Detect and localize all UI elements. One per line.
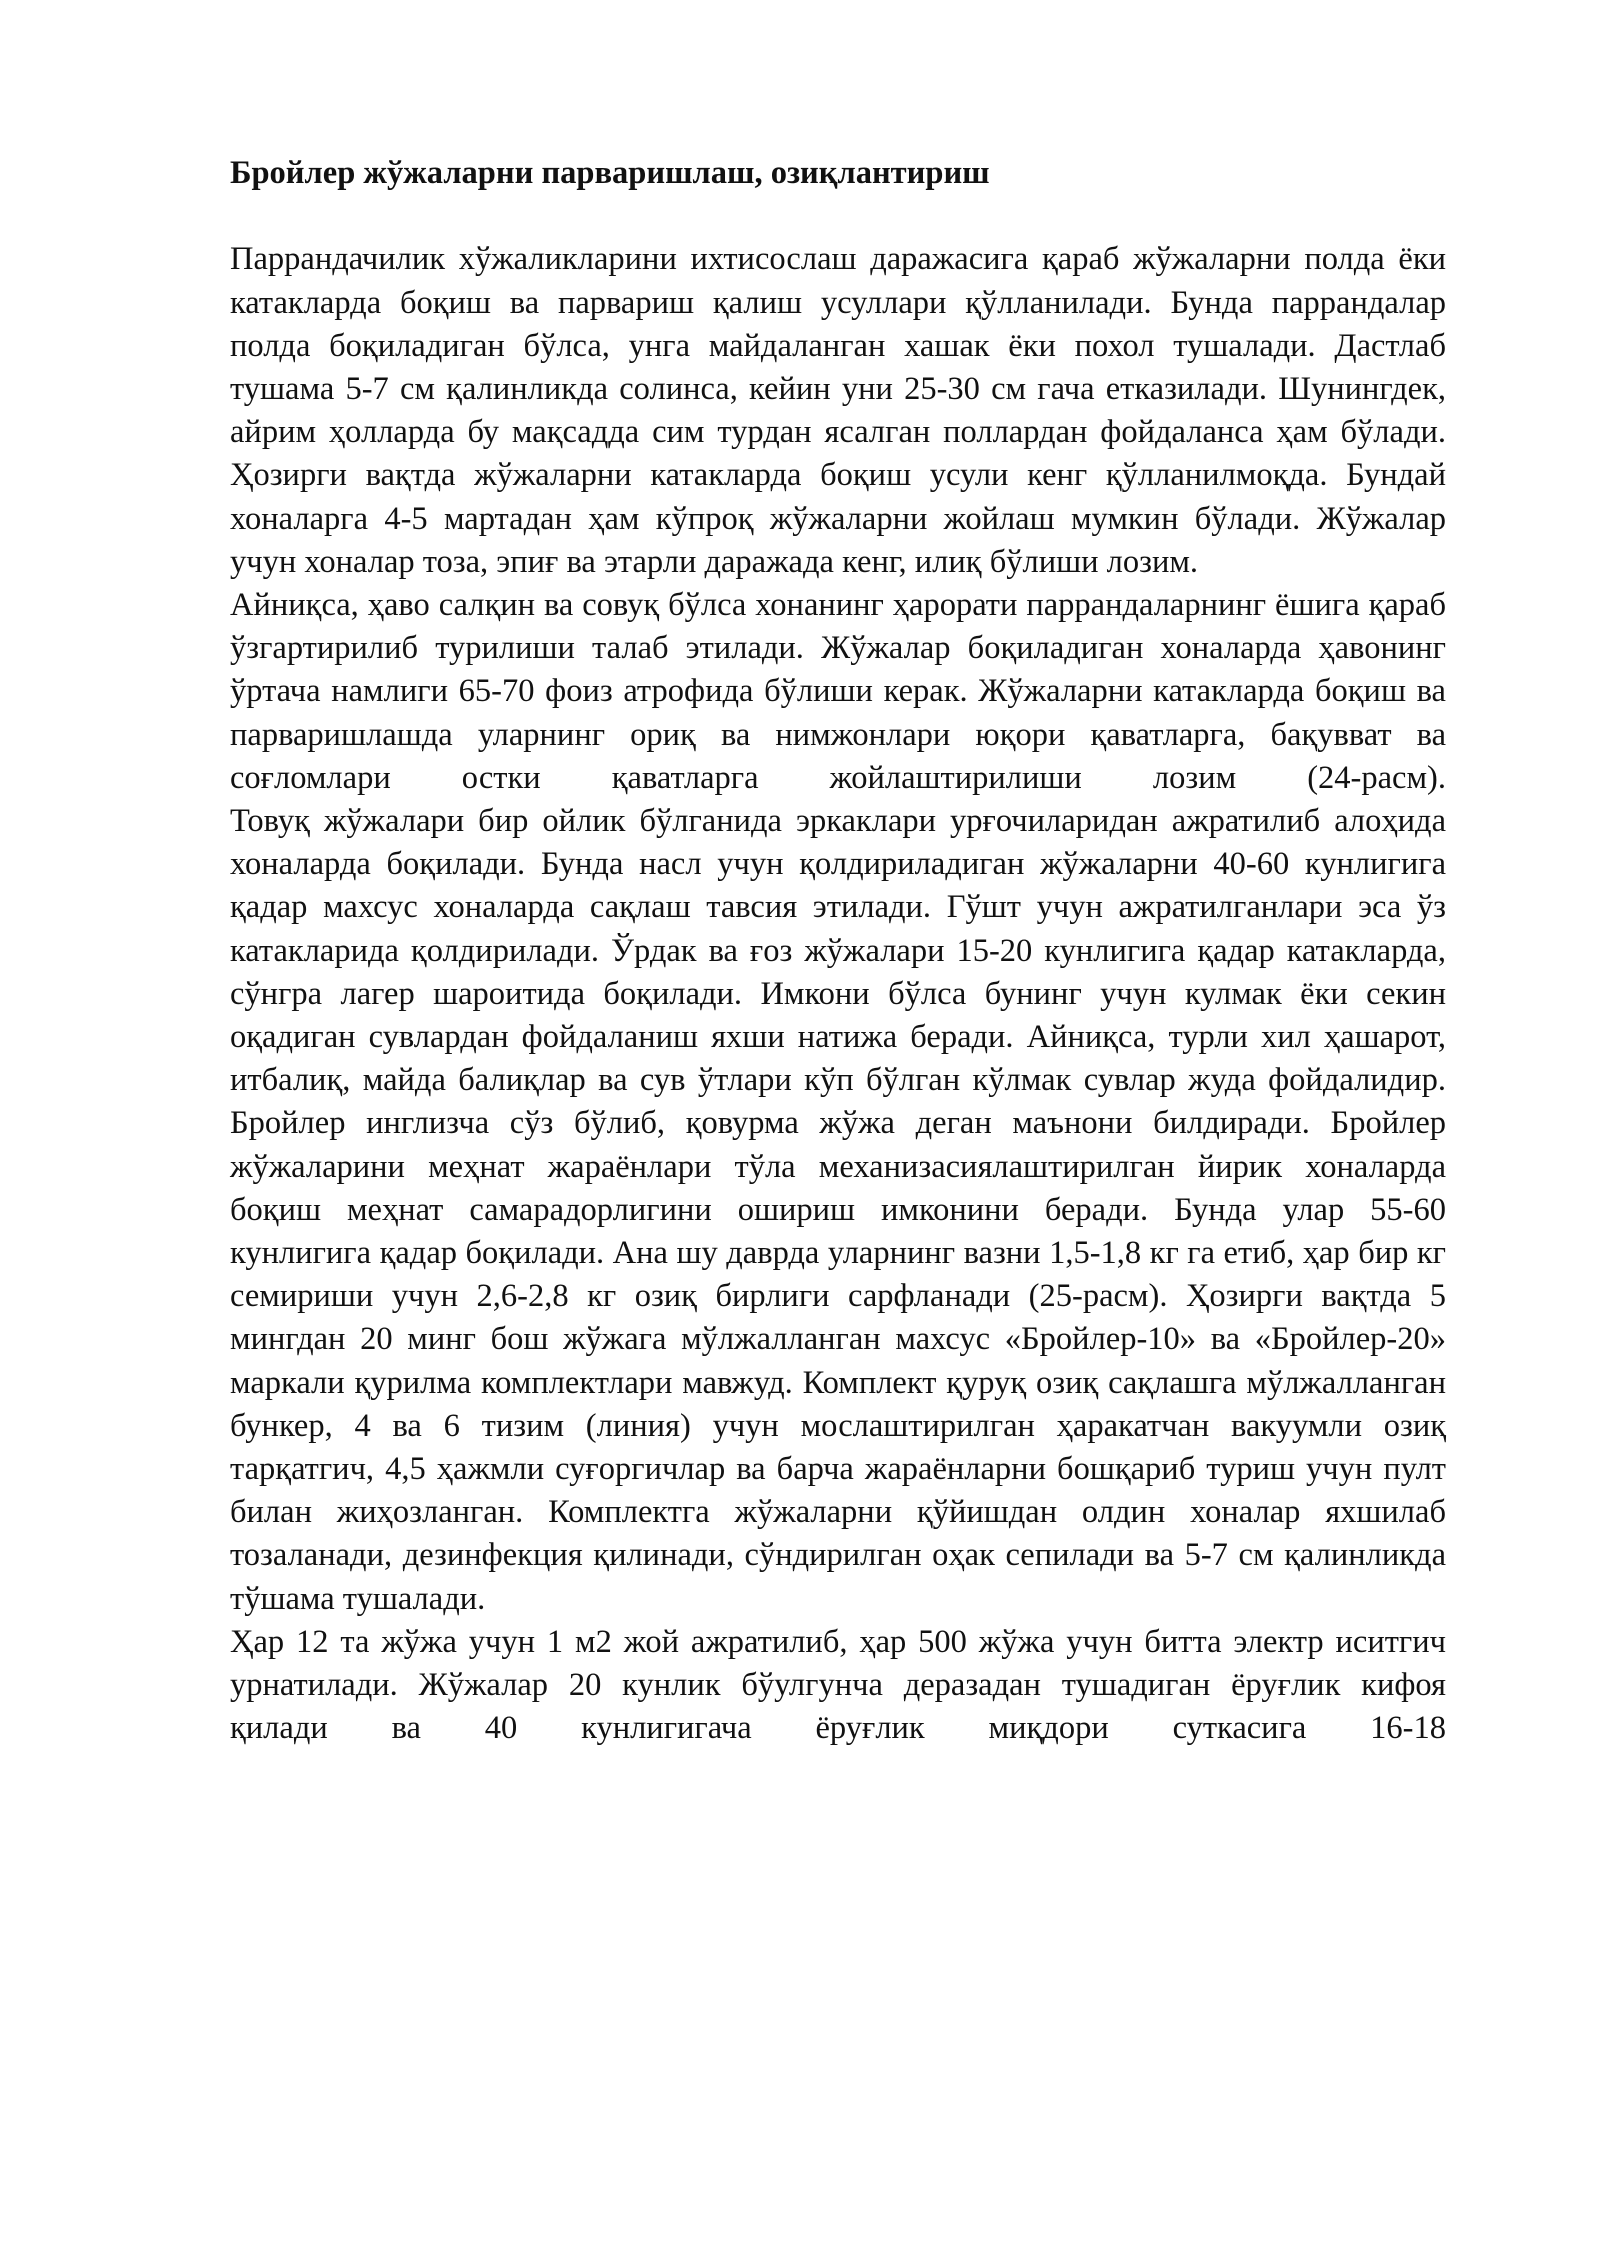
paragraph-temperature: Айниқса, ҳаво салқин ва совуқ бўлса хонанинг ҳарорати паррандаларнинг ёшига қараб ўзгартирилиб турилиши талаб этилади. Жўжалар боқиладиган хоналарда ҳавонинг ўртача намлиги 65-70 фоиз атрофида бўлиши керак. Жўжаларни катакларда боқиш ва парваришлашда уларнинг ориқ ва нимжонлари юқори қаватларга, бақувват ва соғломлари остки қаватларга жойлаштирилиши лозим (24-расм). [230,587,1446,796]
paragraph-separation: Товуқ жўжалари бир ойлик бўлганида эркаклари урғочиларидан ажратилиб алоҳида хоналарда боқилади. Бунда насл учун қолдириладиган жўжаларни 40-60 кунлигига қадар махсус хоналарда сақлаш тавсия этилади. Гўшт учун ажратилганлари эса ўз катакларида қолдирилади. Ўрдак ва ғоз жўжалари 15-20 кунлигига қадар катакларда, сўнгра лагер шароитида боқилади. Имкони бўлса бунинг учун кулмак ёки секин оқадиган сувлардан фойдаланиш яхши натижа беради. Айниқса, турли хил ҳашарот, итбалиқ, майда балиқлар ва сув ўтлари кўп бўлган кўлмак сувлар жуда фойдалидир. [230,803,1446,1099]
paragraph-housing: Паррандачилик хўжаликларини ихтисослаш даражасига қараб жўжаларни полда ёки катакларда боқиш ва парвариш қалиш усуллари қўлланилади. Бунда паррандалар полда боқиладиган бўлса, унга майдаланган хашак ёки похол тушалади. Дастлаб тушама 5-7 см қалинликда солинса, кейин уни 25-30 см гача етказилади. Шунингдек, айрим ҳолларда бу мақсадда сим турдан ясалган поллардан фойдаланса ҳам бўлади. Ҳозирги вақтда жўжаларни катакларда боқиш усули кенг қўлланилмоқда. Бундай хоналарга 4-5 мартадан ҳам кўпроқ жўжаларни жойлаш мумкин бўлади. Жўжалар учун хоналар тоза, эпиғ ва этарли даражада кенг, илиқ бўлиши лозим. [230,241,1446,580]
paragraph-lighting: Ҳар 12 та жўжа учун 1 м2 жой ажратилиб, ҳар 500 жўжа учун битта электр иситгич урнатилади. Жўжалар 20 кунлик бўулгунча деразадан тушадиган ёруғлик кифоя қилади ва 40 кунлигигача ёруғлик миқдори суткасига 16-18 [230,1623,1446,1747]
paragraph-broiler: Бройлер инглизча сўз бўлиб, қовурма жўжа деган маънони билдиради. Бройлер жўжаларини меҳнат жараёнлари тўла механизасиялаштирилган йирик хоналарда боқиш меҳнат самарадорлигини ошириш имконини беради. Бунда улар 55-60 кунлигига қадар боқилади. Ана шу даврда уларнинг вазни 1,5-1,8 кг га етиб, ҳар бир кг семириши учун 2,6-2,8 кг озиқ бирлиги сарфланади (25-расм). Ҳозирги вақтда 5 мингдан 20 минг бош жўжага мўлжалланган махсус «Бройлер-10» ва «Бройлер-20» маркали қурилма комплектлари мавжуд. Комплект қуруқ озиқ сақлашга мўлжалланган бункер, 4 ва 6 тизим (линия) учун мослаштирилган ҳаракатчан вакуумли озиқ тарқатгич, 4,5 ҳажмли суғоргичлар ва барча жараёнларни бошқариб туриш учун пулт билан жиҳозланган. Комплектга жўжаларни қўйишдан олдин хоналар яхшилаб тозаланади, дезинфекция қилинади, сўндирилган оҳак сепилади ва 5-7 см қалинликда тўшама тушалади. [230,1105,1446,1617]
document-body [230,152,1446,1751]
document-title: Бройлер жўжаларни парваришлаш, озиқлантириш [230,155,990,191]
